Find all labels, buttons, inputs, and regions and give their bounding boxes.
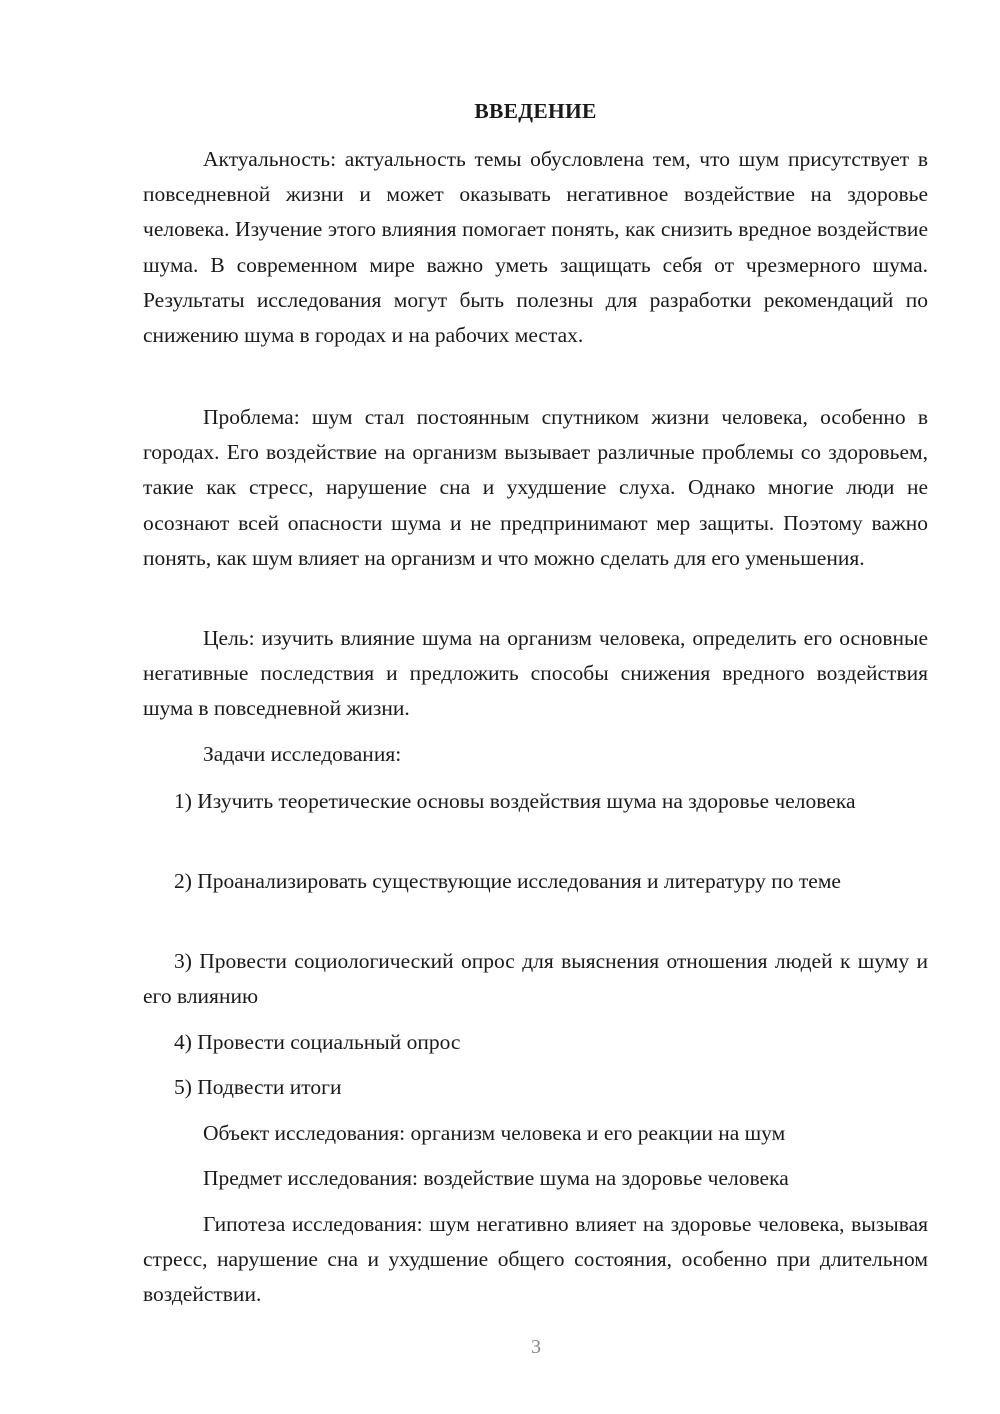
hypothesis-paragraph: Гипотеза исследования: шум негативно влияет на здоровье человека, вызывая стресс, нарушение сна и ухудшение общего состояния, особенно при длительном воздействии. xyxy=(143,1212,928,1307)
section-title: ВВЕДЕНИЕ xyxy=(474,99,597,123)
task-item-5: 5) Подвести итоги xyxy=(174,1075,342,1099)
research-subject: Предмет исследования: воздействие шума на здоровье человека xyxy=(203,1166,789,1190)
tasks-heading: Задачи исследования: xyxy=(203,742,402,766)
task-item-4: 4) Провести социальный опрос xyxy=(174,1030,461,1054)
page-number: 3 xyxy=(531,1336,541,1358)
relevance-paragraph: Актуальность: актуальность темы обусловлена тем, что шум присутствует в повседневной жизни и может оказывать негативное воздействие на здоровье человека. Изучение этого влияния помогает понять, как снизить вредное воздействие шума. В современном мире важно уметь защищать себя от чрезмерного шума. Результаты исследования могут быть полезны для разработки рекомендаций по снижению шума в городах и на рабочих местах. xyxy=(143,147,928,348)
task-item-3: 3) Провести социологический опрос для выяснения отношения людей к шуму и его влиянию xyxy=(143,949,928,1009)
problem-paragraph: Проблема: шум стал постоянным спутником жизни человека, особенно в городах. Его воздействие на организм вызывает различные проблемы со здоровьем, такие как стресс, нарушение сна и ухудшение слуха. Однако многие люди не осознают всей опасности шума и не предпринимают мер защиты. Поэтому важно понять, как шум влияет на организм и что можно сделать для его уменьшения. xyxy=(143,405,928,570)
goal-paragraph: Цель: изучить влияние шума на организм человека, определить его основные негативные последствия и предложить способы снижения вредного воздействия шума в повседневной жизни. xyxy=(143,626,928,721)
research-object: Объект исследования: организм человека и его реакции на шум xyxy=(203,1121,786,1145)
task-item-1: 1) Изучить теоретические основы воздействия шума на здоровье человека xyxy=(174,789,856,813)
task-item-2: 2) Проанализировать существующие исследования и литературу по теме xyxy=(174,869,841,893)
